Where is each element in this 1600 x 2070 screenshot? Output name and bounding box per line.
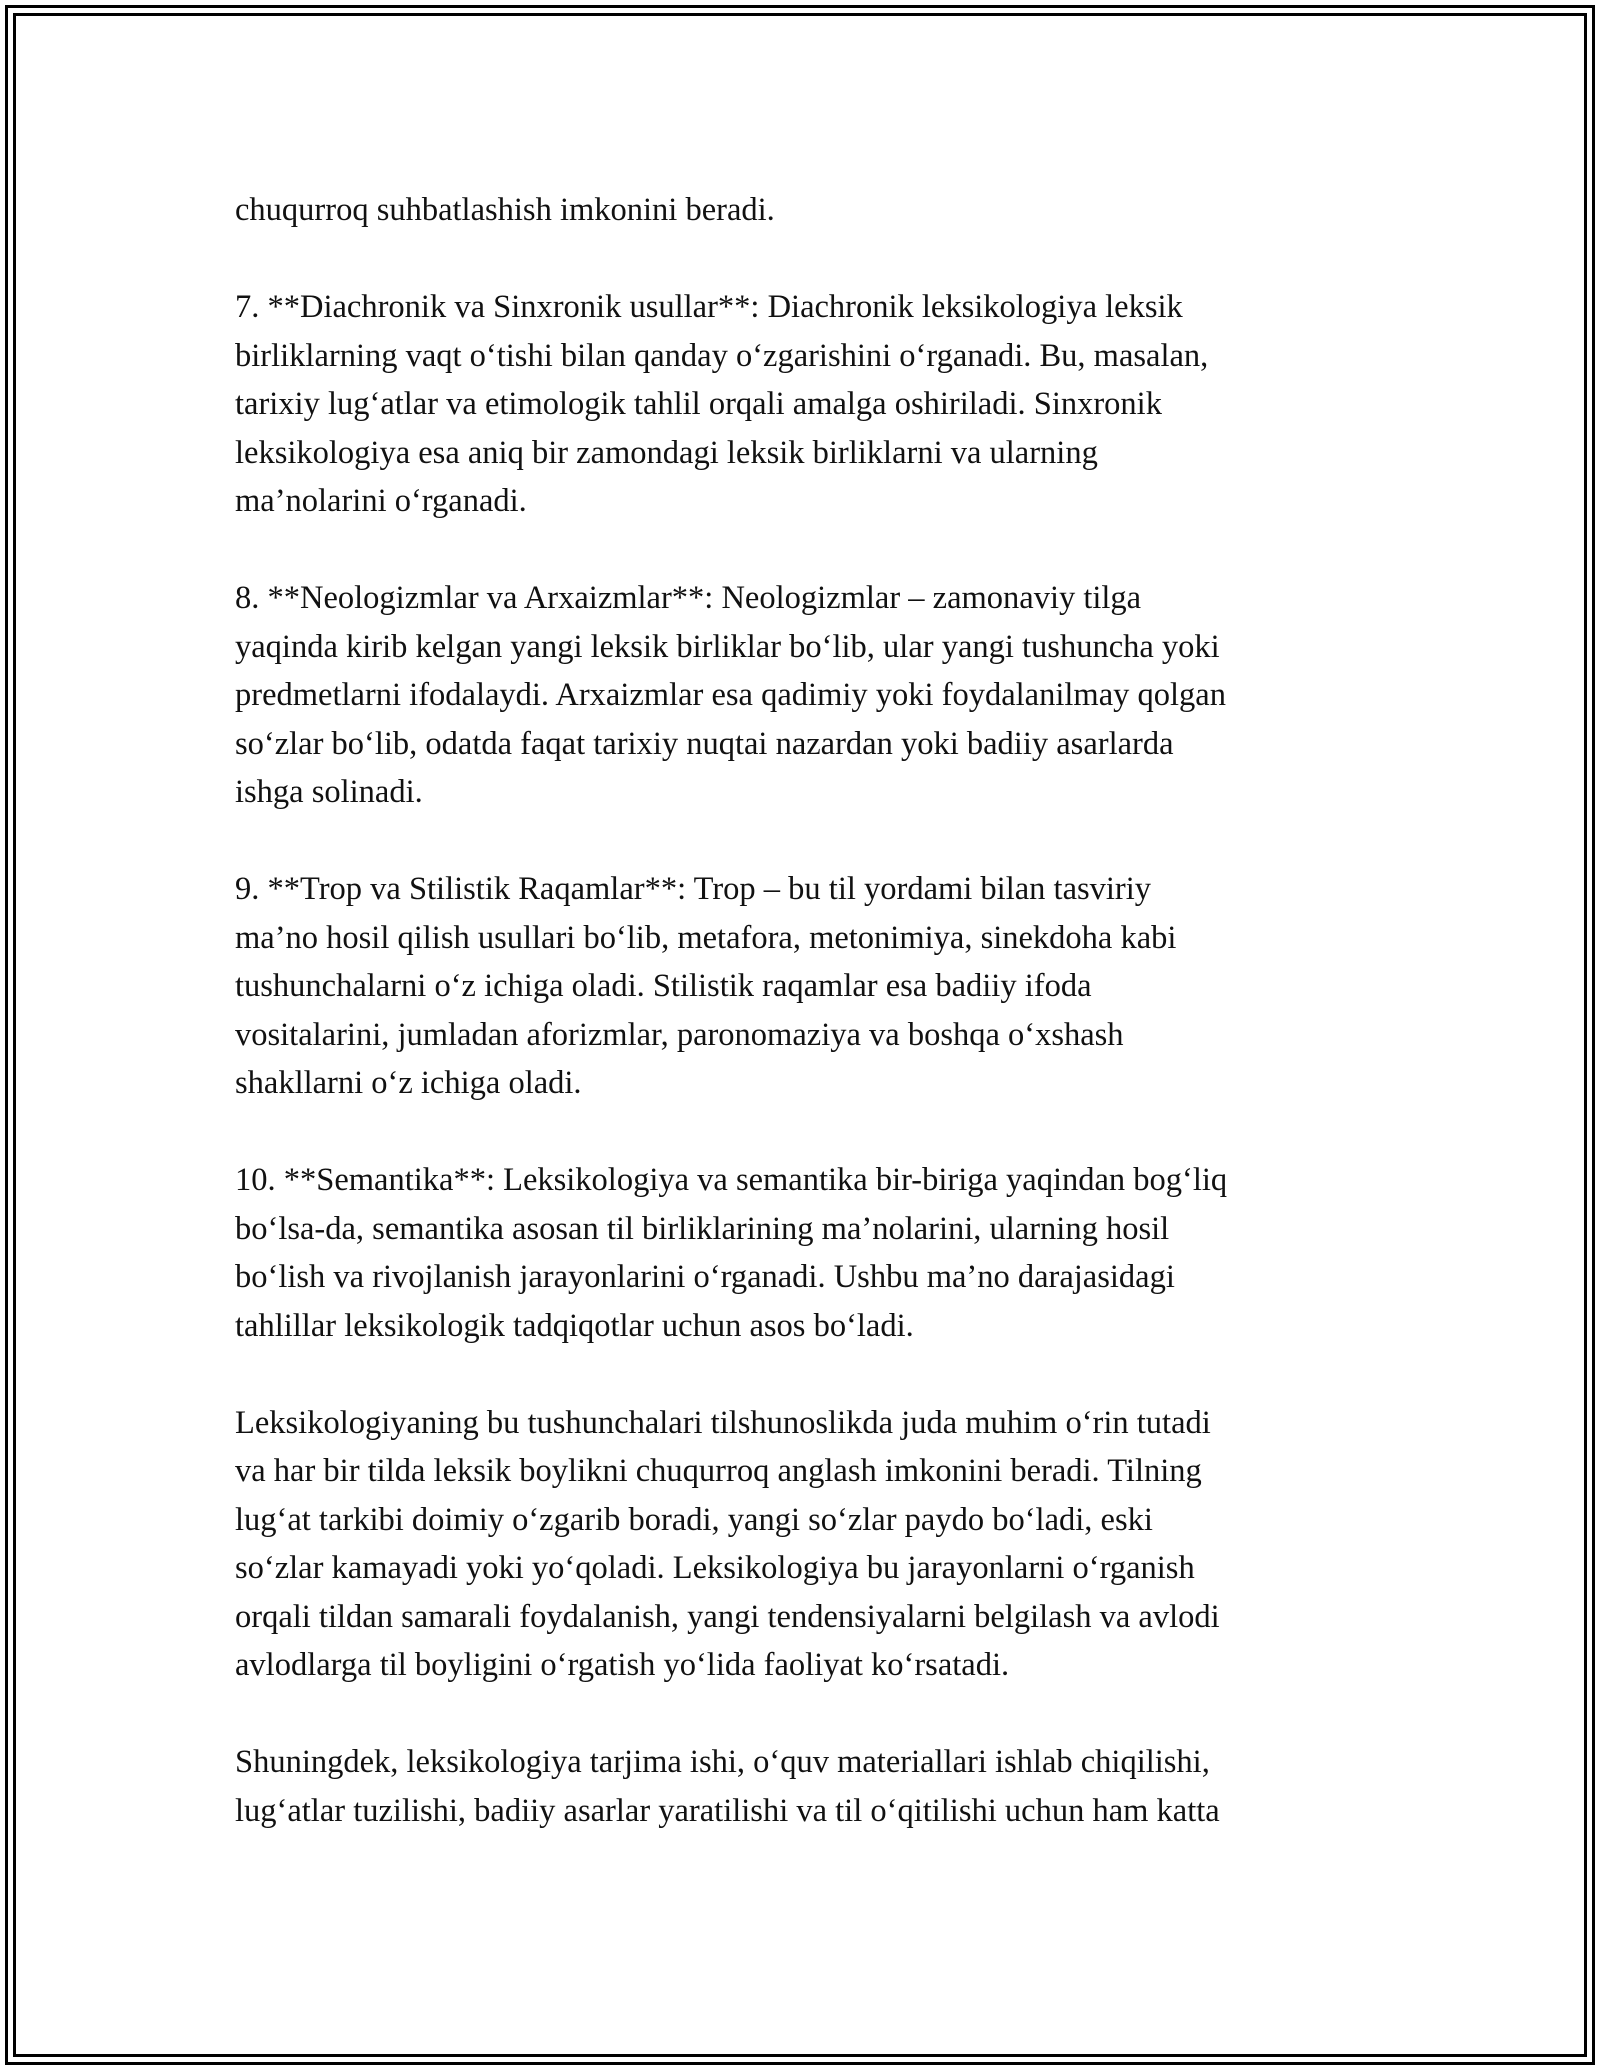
text-line: 7. **Diachronik va Sinxronik usullar**: Diachronik leksikologiya leksik	[235, 289, 1183, 325]
paragraph-semantics	[235, 1156, 1365, 1350]
text-line: so‘zlar bo‘lib, odatda faqat tarixiy nuqtai nazardan yoki badiiy asarlarda	[235, 725, 1174, 762]
text-line: shakllarni o‘z ichiga oladi.	[235, 1065, 582, 1101]
text-line: ma’nolarini o‘rganadi.	[235, 483, 527, 519]
text-line: so‘zlar kamayadi yoki yo‘qoladi. Leksikologiya bu jarayonlarni o‘rganish	[235, 1550, 1195, 1586]
text-line: ishga solinadi.	[235, 774, 423, 810]
text-line: lug‘at tarkibi doimiy o‘zgarib boradi, yangi so‘zlar paydo bo‘ladi, eski	[235, 1501, 1153, 1538]
paragraph-continuation	[235, 186, 1365, 235]
text-line: avlodlarga til boyligini o‘rgatish yo‘lida faoliyat ko‘rsatadi.	[235, 1647, 1010, 1683]
text-line: va har bir tilda leksik boylikni chuqurroq anglash imkonini beradi. Tilning	[235, 1453, 1202, 1489]
paragraph-summary	[235, 1399, 1365, 1690]
text-line: lug‘atlar tuzilishi, badiiy asarlar yaratilishi va til o‘qitilishi uchun ham katta	[235, 1792, 1220, 1829]
paragraph-applications	[235, 1738, 1365, 1835]
text-line: chuqurroq suhbatlashish imkonini beradi.	[235, 192, 775, 228]
text-line: yaqinda kirib kelgan yangi leksik birliklar bo‘lib, ular yangi tushuncha yoki	[235, 628, 1220, 665]
text-line: 8. **Neologizmlar va Arxaizmlar**: Neologizmlar – zamonaviy tilga	[235, 580, 1142, 616]
text-line: vositalarini, jumladan aforizmlar, paronomaziya va boshqa o‘xshash	[235, 1016, 1124, 1053]
text-line: 9. **Trop va Stilistik Raqamlar**: Trop – bu til yordami bilan tasviriy	[235, 871, 1152, 907]
text-line: orqali tildan samarali foydalanish, yangi tendensiyalarni belgilash va avlodi	[235, 1598, 1220, 1635]
paragraph-diachronic-synchronic	[235, 283, 1365, 526]
document-body	[235, 186, 1365, 1884]
paragraph-trope-stylistic	[235, 865, 1365, 1108]
text-line: predmetlarni ifodalaydi. Arxaizmlar esa qadimiy yoki foydalanilmay qolgan	[235, 677, 1226, 713]
text-line: bo‘lish va rivojlanish jarayonlarini o‘rganadi. Ushbu ma’no darajasidagi	[235, 1259, 1175, 1295]
paragraph-neologisms-archaisms	[235, 574, 1365, 817]
text-line: Leksikologiyaning bu tushunchalari tilshunoslikda juda muhim o‘rin tutadi	[235, 1404, 1211, 1441]
text-line: ma’no hosil qilish usullari bo‘lib, metafora, metonimiya, sinekdoha kabi	[235, 919, 1177, 956]
text-line: bo‘lsa-da, semantika asosan til birliklarining ma’nolarini, ularning hosil	[235, 1210, 1170, 1247]
text-line: 10. **Semantika**: Leksikologiya va semantika bir-biriga yaqindan bog‘liq	[235, 1162, 1228, 1198]
text-line: birliklarning vaqt o‘tishi bilan qanday o‘zgarishini o‘rganadi. Bu, masalan,	[235, 337, 1209, 374]
text-line: tarixiy lug‘atlar va etimologik tahlil orqali amalga oshiriladi. Sinxronik	[235, 386, 1162, 422]
text-line: tahlillar leksikologik tadqiqotlar uchun asos bo‘ladi.	[235, 1307, 914, 1344]
text-line: tushunchalarni o‘z ichiga oladi. Stilistik raqamlar esa badiiy ifoda	[235, 968, 1092, 1004]
text-line: leksikologiya esa aniq bir zamondagi leksik birliklarni va ularning	[235, 434, 1098, 471]
text-line: Shuningdek, leksikologiya tarjima ishi, o‘quv materiallari ishlab chiqilishi,	[235, 1744, 1210, 1780]
